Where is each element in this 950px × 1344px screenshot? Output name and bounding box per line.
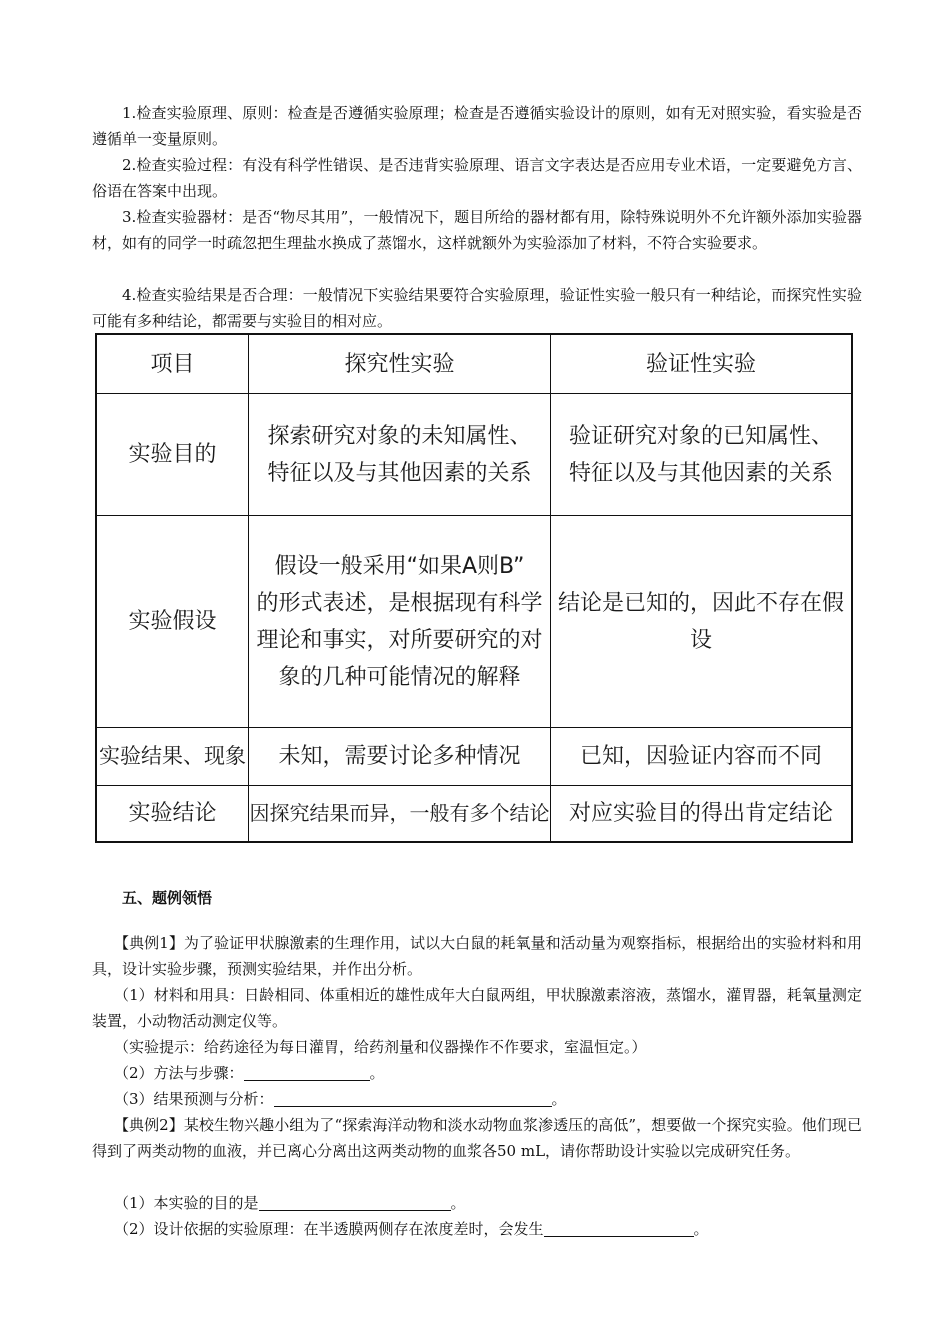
question-prefix: （2）方法与步骤： <box>114 1064 244 1082</box>
table-row <box>97 785 851 841</box>
cell-line: 对应实验目的得出肯定结论 <box>568 801 833 826</box>
example1-question-3 <box>114 1086 567 1112</box>
intro-paragraph-3: 3.检查实验器材：是否“物尽其用”，一般情况下，题目所给的器材都有用，除特殊说明外不允许额外添加实验器材，如有的同学一时疏忽把生理盐水换成了蒸馏水，这样就额外为实验添加了材料，不符合实验要求。 <box>92 208 862 252</box>
cell-line: 验证研究对象的已知属性、 <box>568 423 833 449</box>
example1-hint: （实验提示：给药途径为每日灌胃，给药剂量和仪器操作不作要求，室温恒定。） <box>114 1038 647 1056</box>
cell-line: 结论是已知的，因此不存在假设 <box>557 590 844 653</box>
header-explore: 探究性实验 <box>249 335 551 393</box>
question-prefix: （2）设计依据的实验原理：在半透膜两侧存在浓度差时，会发生 <box>114 1220 544 1238</box>
cell-line: 假设一般采用“如果A则B” <box>274 553 525 579</box>
question-prefix: （3）结果预测与分析： <box>114 1090 274 1108</box>
cell-line: 未知，需要讨论多种情况 <box>278 744 521 769</box>
answer-blank[interactable] <box>544 1220 694 1237</box>
verify-cell <box>551 728 851 785</box>
table-header-row <box>97 335 851 393</box>
header-item: 项目 <box>97 335 249 393</box>
table-row <box>97 727 851 785</box>
cell-line: 特征以及与其他因素的关系 <box>267 460 532 486</box>
table-row <box>97 515 851 727</box>
cell-line: 理论和事实，对所要研究的对 <box>256 627 543 653</box>
example1-question-2 <box>114 1060 385 1086</box>
cell-line: 因探究结果而异，一般有多个结论 <box>249 801 550 825</box>
cell-line: 象的几种可能情况的解释 <box>278 664 521 690</box>
header-verify: 验证性实验 <box>645 351 756 377</box>
question-prefix: （1）本实验的目的是 <box>114 1194 259 1212</box>
explore-cell <box>249 516 551 727</box>
example2-question-1 <box>114 1190 466 1216</box>
row-label: 实验结果、现象 <box>97 728 249 785</box>
cell-line: 的形式表述，是根据现有科学 <box>256 590 543 616</box>
example2-intro: 【典例2】某校生物兴趣小组为了“探索海洋动物和淡水动物血浆渗透压的高低”，想要做一个探究实验。他们现已得到了两类动物的血液，并已离心分离出这两类动物的血浆各50 mL，请你帮助设计实验以完成研究任务。 <box>92 1116 862 1160</box>
intro-paragraph-2: 2.检查实验过程：有没有科学性错误、是否违背实验原理、语言文字表达是否应用专业术语，一定要避免方言、俗语在答案中出现。 <box>92 156 862 200</box>
end-mark: 。 <box>450 1194 466 1212</box>
example2-question-2 <box>114 1216 709 1242</box>
answer-blank[interactable] <box>259 1194 451 1211</box>
verify-cell <box>551 786 851 841</box>
answer-blank[interactable] <box>244 1064 370 1081</box>
cell-line: 特征以及与其他因素的关系 <box>568 460 833 486</box>
explore-cell <box>249 786 551 841</box>
intro-paragraph-1: 1.检查实验原理、原则：检查是否遵循实验原理；检查是否遵循实验设计的原则，如有无对照实验，看实验是否遵循单一变量原则。 <box>92 104 862 148</box>
row-label: 实验目的 <box>97 394 249 515</box>
end-mark: 。 <box>551 1090 567 1108</box>
cell-line: 已知，因验证内容而不同 <box>579 744 822 769</box>
example1-materials: （1）材料和用具：日龄相同、体重相近的雄性成年大白鼠两组，甲状腺激素溶液，蒸馏水，灌胃器，耗氧量测定装置，小动物活动测定仪等。 <box>92 986 862 1030</box>
intro-paragraph-4: 4.检查实验结果是否合理：一般情况下实验结果要符合实验原理，验证性实验一般只有一种结论，而探究性实验可能有多种结论，都需要与实验目的相对应。 <box>92 286 862 330</box>
answer-blank[interactable] <box>274 1090 552 1107</box>
example1-intro: 【典例1】为了验证甲状腺激素的生理作用，试以大白鼠的耗氧量和活动量为观察指标，根据给出的实验材料和用具，设计实验步骤，预测实验结果，并作出分析。 <box>92 934 862 978</box>
verify-cell <box>551 394 851 515</box>
row-label: 实验假设 <box>97 516 249 727</box>
explore-cell <box>249 728 551 785</box>
row-label: 实验结论 <box>97 786 249 841</box>
comparison-table <box>95 333 853 843</box>
cell-line: 探索研究对象的未知属性、 <box>267 423 532 449</box>
end-mark: 。 <box>693 1220 709 1238</box>
verify-cell <box>551 516 851 727</box>
table-row <box>97 393 851 515</box>
end-mark: 。 <box>369 1064 385 1082</box>
explore-cell <box>249 394 551 515</box>
section-heading: 五、题例领悟 <box>122 889 213 907</box>
